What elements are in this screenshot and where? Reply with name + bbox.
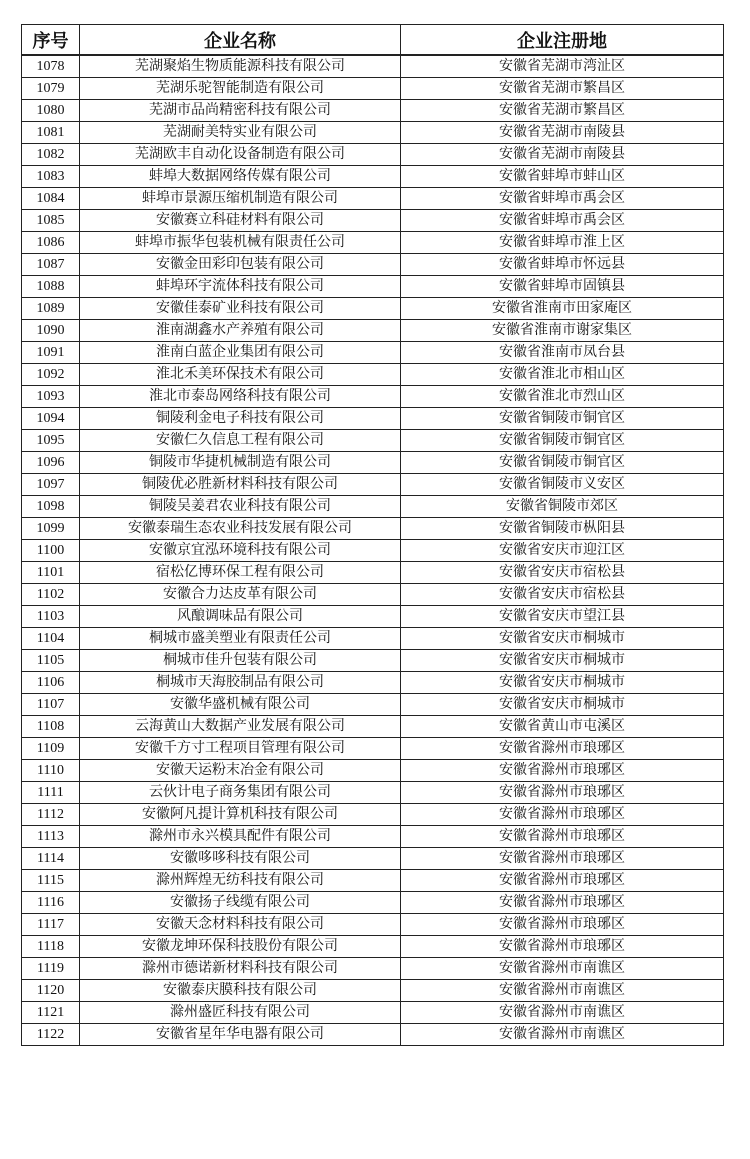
seq-cell: 1088	[22, 276, 80, 298]
company-name-cell: 桐城市佳升包装有限公司	[80, 650, 401, 672]
seq-cell: 1116	[22, 892, 80, 914]
location-cell: 安徽省蚌埠市蚌山区	[401, 166, 724, 188]
company-name-cell: 芜湖耐美特实业有限公司	[80, 122, 401, 144]
seq-cell: 1106	[22, 672, 80, 694]
table-row	[22, 914, 724, 936]
company-name-cell: 安徽佳泰矿业科技有限公司	[80, 298, 401, 320]
location-cell: 安徽省滁州市琅琊区	[401, 870, 724, 892]
seq-cell: 1109	[22, 738, 80, 760]
location-cell: 安徽省芜湖市湾沚区	[401, 55, 724, 78]
location-cell: 安徽省蚌埠市怀远县	[401, 254, 724, 276]
table-row	[22, 1024, 724, 1046]
seq-cell: 1111	[22, 782, 80, 804]
company-name-cell: 安徽赛立科硅材料有限公司	[80, 210, 401, 232]
seq-cell: 1079	[22, 78, 80, 100]
company-name-cell: 安徽扬子线缆有限公司	[80, 892, 401, 914]
company-name-cell: 滁州市德诺新材料科技有限公司	[80, 958, 401, 980]
table-row	[22, 936, 724, 958]
location-cell: 安徽省淮南市凤台县	[401, 342, 724, 364]
company-name-cell: 安徽仁久信息工程有限公司	[80, 430, 401, 452]
seq-cell: 1083	[22, 166, 80, 188]
seq-cell: 1119	[22, 958, 80, 980]
company-name-cell: 桐城市盛美塑业有限责任公司	[80, 628, 401, 650]
table-row	[22, 276, 724, 298]
seq-cell: 1091	[22, 342, 80, 364]
table-row	[22, 584, 724, 606]
location-cell: 安徽省淮北市相山区	[401, 364, 724, 386]
table-row	[22, 870, 724, 892]
table-row	[22, 738, 724, 760]
table-row	[22, 144, 724, 166]
location-cell: 安徽省滁州市琅琊区	[401, 782, 724, 804]
table-row	[22, 716, 724, 738]
location-cell: 安徽省淮南市谢家集区	[401, 320, 724, 342]
seq-cell: 1081	[22, 122, 80, 144]
location-cell: 安徽省芜湖市南陵县	[401, 122, 724, 144]
seq-cell: 1117	[22, 914, 80, 936]
table-row	[22, 958, 724, 980]
seq-cell: 1107	[22, 694, 80, 716]
seq-cell: 1100	[22, 540, 80, 562]
seq-cell: 1078	[22, 55, 80, 78]
location-cell: 安徽省滁州市琅琊区	[401, 914, 724, 936]
location-cell: 安徽省滁州市琅琊区	[401, 936, 724, 958]
seq-cell: 1114	[22, 848, 80, 870]
company-name-cell: 安徽天运粉末冶金有限公司	[80, 760, 401, 782]
company-name-cell: 桐城市天海胶制品有限公司	[80, 672, 401, 694]
table-row	[22, 760, 724, 782]
location-cell: 安徽省黄山市屯溪区	[401, 716, 724, 738]
seq-cell: 1087	[22, 254, 80, 276]
table-row	[22, 518, 724, 540]
table-row	[22, 232, 724, 254]
company-name-cell: 安徽华盛机械有限公司	[80, 694, 401, 716]
company-name-cell: 铜陵利金电子科技有限公司	[80, 408, 401, 430]
seq-cell: 1112	[22, 804, 80, 826]
seq-cell: 1097	[22, 474, 80, 496]
company-name-cell: 安徽京宜泓环境科技有限公司	[80, 540, 401, 562]
location-cell: 安徽省安庆市桐城市	[401, 672, 724, 694]
location-cell: 安徽省淮南市田家庵区	[401, 298, 724, 320]
company-name-cell: 安徽哆哆科技有限公司	[80, 848, 401, 870]
company-name-cell: 风酿调味品有限公司	[80, 606, 401, 628]
company-name-cell: 铜陵优必胜新材料科技有限公司	[80, 474, 401, 496]
location-cell: 安徽省滁州市琅琊区	[401, 760, 724, 782]
company-name-cell: 铜陵市华捷机械制造有限公司	[80, 452, 401, 474]
location-cell: 安徽省铜陵市义安区	[401, 474, 724, 496]
company-name-cell: 铜陵吴姜君农业科技有限公司	[80, 496, 401, 518]
company-name-cell: 宿松亿博环保工程有限公司	[80, 562, 401, 584]
table-row	[22, 100, 724, 122]
table-row	[22, 210, 724, 232]
table-row	[22, 188, 724, 210]
location-cell: 安徽省芜湖市繁昌区	[401, 100, 724, 122]
location-cell: 安徽省安庆市宿松县	[401, 584, 724, 606]
seq-cell: 1110	[22, 760, 80, 782]
table-row	[22, 540, 724, 562]
table-row	[22, 1002, 724, 1024]
table-row	[22, 298, 724, 320]
location-cell: 安徽省铜陵市郊区	[401, 496, 724, 518]
company-name-cell: 安徽千方寸工程项目管理有限公司	[80, 738, 401, 760]
header-seq: 序号	[22, 25, 80, 56]
table-row	[22, 804, 724, 826]
company-name-cell: 滁州市永兴模具配件有限公司	[80, 826, 401, 848]
seq-cell: 1104	[22, 628, 80, 650]
company-name-cell: 淮北禾美环保技术有限公司	[80, 364, 401, 386]
seq-cell: 1122	[22, 1024, 80, 1046]
table-row	[22, 452, 724, 474]
seq-cell: 1102	[22, 584, 80, 606]
seq-cell: 1096	[22, 452, 80, 474]
seq-cell: 1095	[22, 430, 80, 452]
table-row	[22, 78, 724, 100]
company-name-cell: 蚌埠环宇流体科技有限公司	[80, 276, 401, 298]
table-row	[22, 430, 724, 452]
seq-cell: 1084	[22, 188, 80, 210]
table-body	[22, 55, 724, 1046]
location-cell: 安徽省芜湖市南陵县	[401, 144, 724, 166]
location-cell: 安徽省铜陵市铜官区	[401, 452, 724, 474]
seq-cell: 1090	[22, 320, 80, 342]
location-cell: 安徽省滁州市南谯区	[401, 1024, 724, 1046]
seq-cell: 1113	[22, 826, 80, 848]
location-cell: 安徽省蚌埠市禹会区	[401, 210, 724, 232]
company-name-cell: 安徽合力达皮革有限公司	[80, 584, 401, 606]
company-name-cell: 安徽天念材料科技有限公司	[80, 914, 401, 936]
table-row	[22, 342, 724, 364]
location-cell: 安徽省铜陵市铜官区	[401, 408, 724, 430]
table-row	[22, 980, 724, 1002]
company-name-cell: 淮南白蓝企业集团有限公司	[80, 342, 401, 364]
table-row	[22, 254, 724, 276]
seq-cell: 1092	[22, 364, 80, 386]
table-row	[22, 782, 724, 804]
table-row	[22, 496, 724, 518]
company-name-cell: 芜湖乐驼智能制造有限公司	[80, 78, 401, 100]
seq-cell: 1099	[22, 518, 80, 540]
company-name-cell: 蚌埠市振华包装机械有限责任公司	[80, 232, 401, 254]
location-cell: 安徽省安庆市望江县	[401, 606, 724, 628]
table-row	[22, 892, 724, 914]
seq-cell: 1118	[22, 936, 80, 958]
seq-cell: 1098	[22, 496, 80, 518]
table-row	[22, 122, 724, 144]
table-row	[22, 474, 724, 496]
table-header	[22, 25, 724, 56]
location-cell: 安徽省安庆市迎江区	[401, 540, 724, 562]
seq-cell: 1093	[22, 386, 80, 408]
seq-cell: 1085	[22, 210, 80, 232]
seq-cell: 1120	[22, 980, 80, 1002]
location-cell: 安徽省铜陵市铜官区	[401, 430, 724, 452]
company-name-cell: 蚌埠大数据网络传媒有限公司	[80, 166, 401, 188]
table-row	[22, 320, 724, 342]
company-name-cell: 芜湖聚焰生物质能源科技有限公司	[80, 55, 401, 78]
location-cell: 安徽省蚌埠市禹会区	[401, 188, 724, 210]
table-row	[22, 628, 724, 650]
header-registered-location: 企业注册地	[401, 25, 724, 56]
location-cell: 安徽省蚌埠市固镇县	[401, 276, 724, 298]
seq-cell: 1089	[22, 298, 80, 320]
company-name-cell: 芜湖市品尚精密科技有限公司	[80, 100, 401, 122]
location-cell: 安徽省滁州市琅琊区	[401, 826, 724, 848]
table-row	[22, 562, 724, 584]
table-row	[22, 166, 724, 188]
location-cell: 安徽省芜湖市繁昌区	[401, 78, 724, 100]
company-name-cell: 蚌埠市景源压缩机制造有限公司	[80, 188, 401, 210]
company-name-cell: 云伙计电子商务集团有限公司	[80, 782, 401, 804]
location-cell: 安徽省滁州市琅琊区	[401, 848, 724, 870]
location-cell: 安徽省安庆市桐城市	[401, 628, 724, 650]
seq-cell: 1101	[22, 562, 80, 584]
location-cell: 安徽省安庆市桐城市	[401, 694, 724, 716]
seq-cell: 1108	[22, 716, 80, 738]
location-cell: 安徽省淮北市烈山区	[401, 386, 724, 408]
seq-cell: 1094	[22, 408, 80, 430]
seq-cell: 1103	[22, 606, 80, 628]
company-name-cell: 淮北市泰岛网络科技有限公司	[80, 386, 401, 408]
table-row	[22, 826, 724, 848]
table-row	[22, 848, 724, 870]
table-row	[22, 408, 724, 430]
location-cell: 安徽省滁州市南谯区	[401, 980, 724, 1002]
location-cell: 安徽省安庆市宿松县	[401, 562, 724, 584]
company-name-cell: 安徽金田彩印包装有限公司	[80, 254, 401, 276]
location-cell: 安徽省滁州市琅琊区	[401, 804, 724, 826]
table-row	[22, 386, 724, 408]
company-name-cell: 安徽阿凡提计算机科技有限公司	[80, 804, 401, 826]
seq-cell: 1086	[22, 232, 80, 254]
company-name-cell: 安徽泰瑞生态农业科技发展有限公司	[80, 518, 401, 540]
company-name-cell: 滁州盛匠科技有限公司	[80, 1002, 401, 1024]
location-cell: 安徽省铜陵市枞阳县	[401, 518, 724, 540]
company-name-cell: 安徽泰庆膜科技有限公司	[80, 980, 401, 1002]
seq-cell: 1115	[22, 870, 80, 892]
company-name-cell: 云海黄山大数据产业发展有限公司	[80, 716, 401, 738]
company-name-cell: 安徽省星年华电器有限公司	[80, 1024, 401, 1046]
company-name-cell: 芜湖欧丰自动化设备制造有限公司	[80, 144, 401, 166]
location-cell: 安徽省滁州市琅琊区	[401, 892, 724, 914]
location-cell: 安徽省蚌埠市淮上区	[401, 232, 724, 254]
table-row	[22, 364, 724, 386]
location-cell: 安徽省安庆市桐城市	[401, 650, 724, 672]
company-name-cell: 淮南湖鑫水产养殖有限公司	[80, 320, 401, 342]
company-name-cell: 安徽龙坤环保科技股份有限公司	[80, 936, 401, 958]
company-list-table	[21, 24, 724, 1046]
seq-cell: 1105	[22, 650, 80, 672]
table-row	[22, 55, 724, 78]
location-cell: 安徽省滁州市琅琊区	[401, 738, 724, 760]
table-row	[22, 606, 724, 628]
company-name-cell: 滁州辉煌无纺科技有限公司	[80, 870, 401, 892]
location-cell: 安徽省滁州市南谯区	[401, 958, 724, 980]
table-row	[22, 694, 724, 716]
table-row	[22, 650, 724, 672]
table-row	[22, 672, 724, 694]
header-company-name: 企业名称	[80, 25, 401, 56]
seq-cell: 1082	[22, 144, 80, 166]
seq-cell: 1121	[22, 1002, 80, 1024]
header-row	[22, 25, 724, 56]
location-cell: 安徽省滁州市南谯区	[401, 1002, 724, 1024]
seq-cell: 1080	[22, 100, 80, 122]
